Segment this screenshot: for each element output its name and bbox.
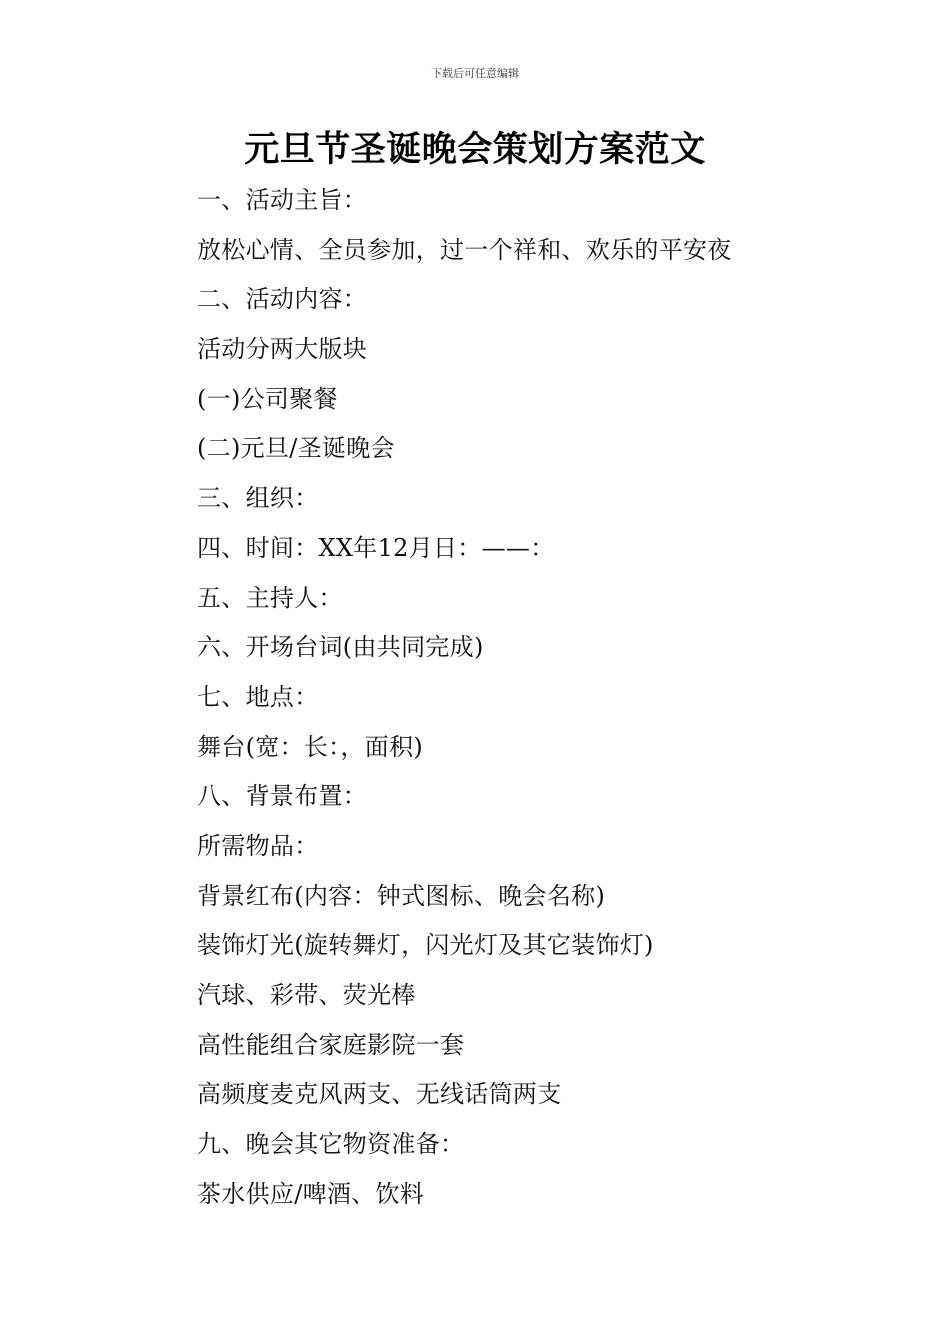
section-heading-content: 二、活动内容： — [197, 285, 368, 314]
body-line: 汽球、彩带、荧光棒 — [197, 981, 416, 1009]
body-line: 放松心情、全员参加，过一个祥和、欢乐的平安夜 — [197, 235, 732, 264]
document-title: 元旦节圣诞晚会策划方案范文 — [244, 130, 706, 170]
body-line: 装饰灯光(旋转舞灯，闪光灯及其它装饰灯) — [197, 931, 654, 960]
section-heading-organization: 三、组织： — [197, 484, 319, 513]
body-line: 所需物品： — [197, 831, 319, 860]
section-heading-opening: 六、开场台词(由共同完成) — [197, 633, 484, 662]
body-line: 舞台(宽：长：，面积) — [197, 732, 424, 761]
section-heading-background: 八、背景布置： — [197, 782, 368, 811]
section-heading-supplies: 九、晚会其它物资准备： — [197, 1130, 465, 1159]
section-heading-purpose: 一、活动主旨： — [197, 186, 368, 214]
body-line: (二)元旦/圣诞晚会 — [197, 434, 395, 463]
document-body — [197, 180, 897, 1223]
section-heading-location: 七、地点： — [197, 682, 319, 711]
section-heading-host: 五、主持人： — [197, 583, 343, 612]
body-line: (一)公司聚餐 — [197, 384, 338, 413]
body-line: 背景红布(内容：钟式图标、晚会名称) — [197, 881, 606, 910]
body-line: 高频度麦克风两支、无线话筒两支 — [197, 1080, 562, 1109]
section-heading-time: 四、时间：XX年12月日：——： — [197, 533, 555, 562]
body-line: 高性能组合家庭影院一套 — [197, 1030, 465, 1059]
body-line: 茶水供应/啤酒、饮料 — [197, 1179, 425, 1208]
header-note: 下载后可任意编辑 — [431, 67, 519, 80]
body-line: 活动分两大版块 — [197, 335, 368, 364]
